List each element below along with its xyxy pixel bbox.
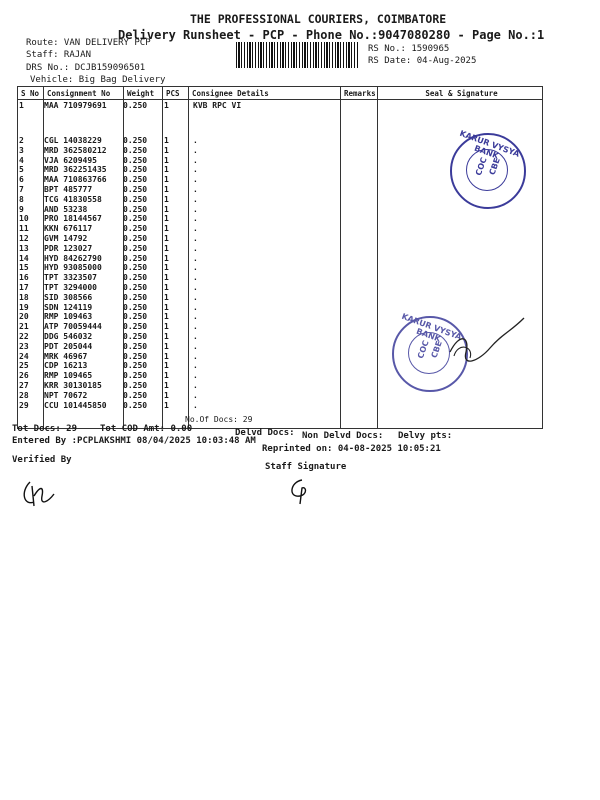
col-consignment: Consignment No [44, 87, 124, 100]
staff-signature [282, 472, 322, 508]
row-sno: 3 [19, 145, 24, 155]
row-consignment-no: MRD 362251435 [44, 165, 107, 175]
row-pcs: 1 [164, 381, 169, 390]
row-consignment-no: RMP 109465 [44, 371, 93, 381]
bank-seal-stamp: KARUR VYSYA BANK COC CBE [392, 316, 468, 392]
row-sno: 29 [19, 400, 29, 410]
row-consignee-details: . [193, 371, 198, 381]
row-weight: 0.250 [123, 253, 148, 263]
row-pcs: 1 [164, 234, 169, 243]
row-sno: 7 [19, 185, 24, 194]
row-weight: 0.250 [123, 101, 148, 110]
row-sno: 13 [19, 243, 29, 253]
row-consignee-details: . [193, 136, 198, 145]
row-pcs: 1 [164, 204, 169, 214]
row-consignment-no: CCU 101445850 [44, 400, 107, 410]
row-pcs: 1 [164, 136, 169, 145]
row-sno: 10 [19, 214, 29, 224]
row-consignment-no: SID 308566 [44, 292, 93, 302]
row-consignee-details: . [193, 243, 198, 253]
row-weight: 0.250 [123, 204, 148, 214]
non-delvd-docs: Non Delvd Docs: [302, 431, 384, 441]
row-weight: 0.250 [123, 302, 148, 312]
row-consignment-no: SDN 124119 [44, 302, 93, 312]
row-consignment-no: BPT 485777 [44, 185, 93, 194]
rs-date: RS Date: 04-Aug-2025 [368, 56, 477, 66]
row-consignee-details: . [193, 155, 198, 165]
row-consignment-no: TPT 3323507 [44, 273, 97, 283]
row-sno: 28 [19, 390, 29, 400]
runsheet-title: Delivery Runsheet - PCP - Phone No.:9047080280 - Page No.:1 [118, 28, 545, 42]
staff-signature-label: Staff Signature [265, 462, 347, 472]
row-consignee-details: . [193, 361, 198, 371]
company-name: THE PROFESSIONAL COURIERS, COIMBATORE [190, 12, 447, 26]
row-weight: 0.250 [123, 185, 148, 194]
handwritten-signature [430, 312, 530, 372]
verifier-signature [18, 472, 68, 512]
row-sno: 9 [19, 204, 24, 214]
row-sno: 26 [19, 371, 29, 381]
row-consignment-no: KRR 30130185 [44, 381, 102, 390]
col-consignee: Consignee Details [189, 87, 341, 100]
route-label: Route: VAN DELIVERY PCP [26, 38, 151, 48]
row-consignee-details: . [193, 312, 198, 322]
row-consignment-no: TCG 41830558 [44, 194, 102, 204]
row-sno: 6 [19, 175, 24, 185]
row-sno: 2 [19, 136, 24, 145]
row-sno: 15 [19, 263, 29, 273]
row-sno: 21 [19, 322, 29, 332]
row-consignment-no: CDP 16213 [44, 361, 88, 371]
row-pcs: 1 [164, 312, 169, 322]
row-weight: 0.250 [123, 263, 148, 273]
row-pcs: 1 [164, 322, 169, 332]
row-pcs: 1 [164, 253, 169, 263]
row-pcs: 1 [164, 175, 169, 185]
row-consignment-no: PRO 18144567 [44, 214, 102, 224]
row-consignee-details: . [193, 165, 198, 175]
row-consignment-no: HYD 93085000 [44, 263, 102, 273]
col-pcs: PCS [163, 87, 189, 100]
row-pcs: 1 [164, 390, 169, 400]
row-consignment-no: PDR 123027 [44, 243, 93, 253]
row-weight: 0.250 [123, 224, 148, 234]
row-consignee-details: . [193, 194, 198, 204]
row-consignment-no: AND 53238 [44, 204, 88, 214]
row-consignee-details: . [193, 390, 198, 400]
row-sno: 23 [19, 341, 29, 351]
row-consignment-no: MAA 710979691 [44, 101, 107, 110]
row-weight: 0.250 [123, 273, 148, 283]
row-weight: 0.250 [123, 381, 148, 390]
row-pcs: 1 [164, 145, 169, 155]
col-sno: S No [18, 87, 44, 100]
row-pcs: 1 [164, 243, 169, 253]
no-of-docs: No.Of Docs: 29 [185, 415, 253, 424]
row-sno: 19 [19, 302, 29, 312]
row-pcs: 1 [164, 283, 169, 292]
row-consignment-no: PDT 205044 [44, 341, 93, 351]
row-consignee-details: . [193, 400, 198, 410]
bank-seal-stamp: KARUR VYSYA BANK COC CBE [450, 133, 526, 209]
verified-by: Verified By [12, 455, 72, 465]
row-pcs: 1 [164, 273, 169, 283]
drs-number: DRS No.: DCJB159096501 [26, 63, 146, 73]
row-consignee-details: . [193, 145, 198, 155]
row-consignee-details: . [193, 175, 198, 185]
row-sno: 17 [19, 283, 29, 292]
row-sno: 5 [19, 165, 24, 175]
row-consignment-no: HYD 84262790 [44, 253, 102, 263]
row-sno: 25 [19, 361, 29, 371]
rs-number: RS No.: 1590965 [368, 44, 450, 54]
row-sno: 16 [19, 273, 29, 283]
row-pcs: 1 [164, 224, 169, 234]
row-pcs: 1 [164, 371, 169, 381]
row-weight: 0.250 [123, 175, 148, 185]
row-weight: 0.250 [123, 214, 148, 224]
row-pcs: 1 [164, 101, 169, 110]
row-consignment-no: NPT 70672 [44, 390, 88, 400]
row-consignee-details: . [193, 185, 198, 194]
row-consignment-no: CGL 14038229 [44, 136, 102, 145]
row-sno: 22 [19, 332, 29, 341]
row-weight: 0.250 [123, 145, 148, 155]
row-consignee-details: . [193, 322, 198, 332]
row-consignment-no: VJA 6209495 [44, 155, 97, 165]
row-pcs: 1 [164, 185, 169, 194]
row-consignee-details: . [193, 204, 198, 214]
row-sno: 11 [19, 224, 29, 234]
row-sno: 4 [19, 155, 24, 165]
row-consignment-no: MAA 710863766 [44, 175, 107, 185]
row-sno: 24 [19, 351, 29, 361]
row-consignee-details: . [193, 224, 198, 234]
delvy-pts: Delvy pts: [398, 431, 453, 441]
row-consignee-details: . [193, 351, 198, 361]
row-pcs: 1 [164, 332, 169, 341]
row-consignment-no: ATP 70059444 [44, 322, 102, 332]
row-consignee-details: . [193, 234, 198, 243]
row-weight: 0.250 [123, 136, 148, 145]
row-weight: 0.250 [123, 361, 148, 371]
row-weight: 0.250 [123, 371, 148, 381]
row-consignee-details: . [193, 332, 198, 341]
row-consignee-details: . [193, 273, 198, 283]
delvd-docs: Delvd Docs: [235, 428, 295, 438]
row-consignee-details: . [193, 283, 198, 292]
row-weight: 0.250 [123, 292, 148, 302]
row-consignment-no: DDG 546032 [44, 332, 93, 341]
col-weight: Weight [124, 87, 163, 100]
row-pcs: 1 [164, 263, 169, 273]
row-weight: 0.250 [123, 322, 148, 332]
row-weight: 0.250 [123, 283, 148, 292]
row-weight: 0.250 [123, 243, 148, 253]
col-seal: Seal & Signature [378, 87, 543, 100]
row-consignee-details: . [193, 381, 198, 390]
row-weight: 0.250 [123, 400, 148, 410]
row-consignee-details: KVB RPC VI [193, 101, 242, 110]
row-pcs: 1 [164, 361, 169, 371]
reprinted-on: Reprinted on: 04-08-2025 10:05:21 [262, 444, 441, 454]
row-pcs: 1 [164, 155, 169, 165]
row-weight: 0.250 [123, 351, 148, 361]
row-consignment-no: MRD 362580212 [44, 145, 107, 155]
row-sno: 18 [19, 292, 29, 302]
row-consignee-details: . [193, 263, 198, 273]
staff-label: Staff: RAJAN [26, 50, 92, 60]
row-sno: 27 [19, 381, 29, 390]
row-pcs: 1 [164, 292, 169, 302]
row-pcs: 1 [164, 302, 169, 312]
row-consignee-details: . [193, 214, 198, 224]
row-consignment-no: KKN 676117 [44, 224, 93, 234]
row-consignment-no: GVM 14792 [44, 234, 88, 243]
row-weight: 0.250 [123, 390, 148, 400]
row-pcs: 1 [164, 351, 169, 361]
row-consignment-no: MRK 46967 [44, 351, 88, 361]
row-weight: 0.250 [123, 332, 148, 341]
row-pcs: 1 [164, 165, 169, 175]
tot-docs: Tot Docs: 29 [12, 424, 78, 434]
row-sno: 1 [19, 101, 24, 110]
row-sno: 12 [19, 234, 29, 243]
row-weight: 0.250 [123, 155, 148, 165]
row-consignee-details: . [193, 341, 198, 351]
row-pcs: 1 [164, 400, 169, 410]
row-sno: 14 [19, 253, 29, 263]
row-weight: 0.250 [123, 165, 148, 175]
row-sno: 8 [19, 194, 24, 204]
row-consignment-no: TPT 3294000 [44, 283, 97, 292]
row-weight: 0.250 [123, 312, 148, 322]
barcode-icon [236, 42, 358, 68]
row-pcs: 1 [164, 341, 169, 351]
row-weight: 0.250 [123, 194, 148, 204]
row-consignee-details: . [193, 302, 198, 312]
row-sno: 20 [19, 312, 29, 322]
row-consignee-details: . [193, 292, 198, 302]
tot-cod-amt: Tot COD Amt: 0.00 [100, 424, 193, 434]
row-consignment-no: RMP 109463 [44, 312, 93, 322]
row-consignee-details: . [193, 253, 198, 263]
entered-by: Entered By :PCPLAKSHMI 08/04/2025 10:03:48 AM [12, 436, 256, 446]
row-pcs: 1 [164, 194, 169, 204]
col-remarks: Remarks [341, 87, 378, 100]
row-pcs: 1 [164, 214, 169, 224]
vehicle-label: Vehicle: Big Bag Delivery [30, 75, 166, 85]
row-weight: 0.250 [123, 341, 148, 351]
row-weight: 0.250 [123, 234, 148, 243]
